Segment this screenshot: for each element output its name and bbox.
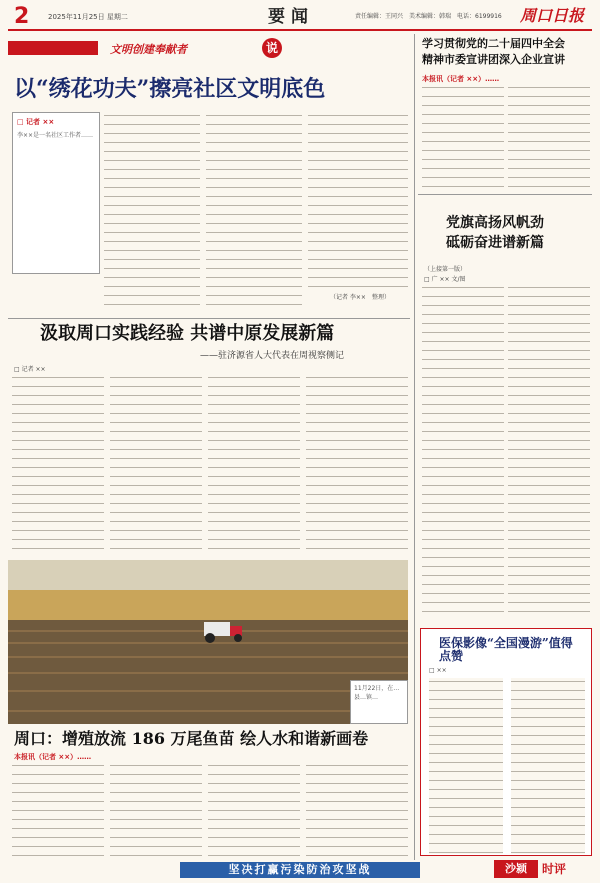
banner-label: 文明创建奉献者 — [110, 43, 187, 56]
banner-ribbon — [8, 41, 98, 55]
campaign-banner: 坚决打赢污染防治攻坚战 — [180, 862, 420, 878]
photo-caption: 11月22日，在…县…镇… — [354, 685, 400, 701]
right-mid-dateline: （上接第一版） — [424, 266, 467, 273]
right-top-column-1 — [422, 84, 504, 190]
middle-column-4 — [306, 374, 408, 554]
middle-column-2 — [110, 374, 202, 554]
bottom-column-4 — [306, 762, 408, 858]
publish-date: 2025年11月25日 星期二 — [48, 13, 128, 21]
column-divider — [414, 34, 415, 860]
middle-column-1 — [12, 374, 104, 554]
right-top-lead: 本报讯（记者 ××）…… — [422, 75, 500, 83]
bottom-column-1 — [12, 762, 104, 858]
column-name: 时评 — [542, 862, 567, 876]
lead-quote: 李××是一名社区工作者…… — [17, 132, 94, 139]
middle-subhead: ——驻济源省人大代表在周视察侧记 — [200, 351, 345, 361]
column-label: 沙颍 — [494, 860, 538, 878]
banner-badge: 说 — [262, 38, 282, 58]
lead-footer: （记者 李×× 整理） — [330, 294, 390, 301]
editor-credits: 责任编辑：王同兴 美术编辑：韩瑞 电话：6199916 — [355, 13, 502, 20]
middle-byline: □ 记者 ×× — [14, 366, 46, 373]
right-top-headline-2: 精神市委宣讲团深入企业宣讲 — [422, 53, 565, 66]
right-bottom-byline: □ ×× — [429, 667, 447, 675]
right-mid-column-2 — [508, 284, 590, 620]
middle-column-3 — [208, 374, 300, 554]
right-divider-1 — [418, 194, 592, 195]
bottom-lead: 本报讯（记者 ××）…… — [14, 753, 92, 761]
right-mid-headline-2: 砥砺奋进谱新篇 — [446, 235, 544, 251]
right-mid-byline: □ 广 ×× 文/图 — [424, 276, 466, 283]
middle-headline: 汲取周口实践经验 共谱中原发展新篇 — [40, 323, 335, 344]
photo-caption-box — [350, 680, 408, 724]
masthead-rule — [8, 29, 592, 31]
farm-illustration — [8, 560, 408, 724]
lead-column-3 — [308, 112, 408, 288]
right-mid-headline-1: 党旗高扬风帆劲 — [446, 215, 544, 231]
section-divider — [8, 318, 410, 319]
lead-reporter: □ 记者 ×× — [17, 118, 55, 126]
page-number: 2 — [14, 4, 30, 29]
right-bottom-headline: 医保影像“全国漫游”值得点赞 — [439, 636, 573, 664]
farm-field-photo — [8, 560, 408, 724]
lead-column-1 — [104, 112, 200, 312]
right-top-column-2 — [508, 84, 590, 190]
right-bottom-column-2 — [511, 678, 585, 854]
right-bottom-box — [420, 628, 592, 856]
right-mid-column-1 — [422, 284, 504, 620]
section-title: 要闻 — [268, 7, 314, 27]
right-top-headline-1: 学习贯彻党的二十届四中全会 — [422, 37, 565, 50]
right-bottom-column-1 — [429, 678, 503, 854]
bottom-headline: 周口：增殖放流 186 万尾鱼苗 绘人水和谐新画卷 — [14, 729, 369, 748]
bottom-column-2 — [110, 762, 202, 858]
bottom-column-3 — [208, 762, 300, 858]
newspaper-logo: 周口日报 — [520, 6, 585, 25]
lead-headline: 以“绣花功夫”擦亮社区文明底色 — [14, 76, 326, 102]
lead-column-2 — [206, 112, 302, 312]
lead-quote-box — [12, 112, 100, 274]
